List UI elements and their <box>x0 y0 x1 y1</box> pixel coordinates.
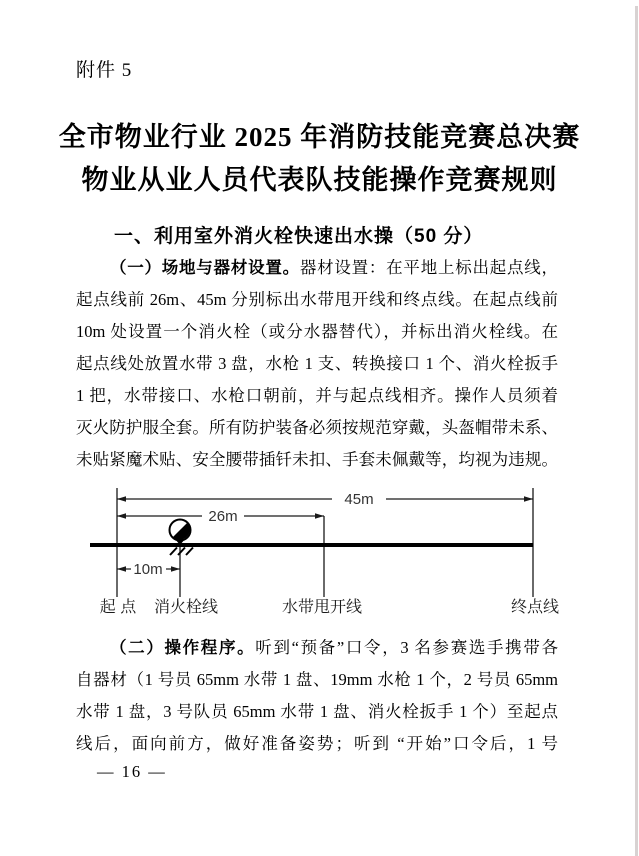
para2-line-2: 自器材（1 号员 65mm 水带 1 盘、19mm 水枪 1 个，2 号员 65mm <box>76 670 558 689</box>
section-heading: 一、利用室外消火栓快速出水操（50 分） <box>114 226 484 247</box>
dimension-45m <box>117 491 533 508</box>
para1-line-4: 起点线处放置水带 3 盘，水枪 1 支、转换接口 1 个、消火栓扳手 <box>76 354 558 373</box>
para1-lead-bold: （一）场地与器材设置。 <box>110 258 300 277</box>
label-start: 起 点 <box>99 599 137 616</box>
para1-line-1 <box>76 252 558 284</box>
document-title <box>0 116 639 202</box>
label-finish-line: 终点线 <box>510 599 560 616</box>
attachment-label: 附件 5 <box>76 60 133 81</box>
para2-line1-rest: 听到“预备”口令，3 名参赛选手携带各 <box>255 638 559 657</box>
para2-lead-bold: （二）操作程序。 <box>110 638 256 657</box>
dim-26m-text: 26m <box>208 508 238 525</box>
paragraph-venue-equipment <box>76 252 558 476</box>
dim-45m-text: 45m <box>344 491 374 508</box>
para1-line-5: 1 把，水带接口、水枪口朝前，并与起点线相齐。操作人员须着 <box>76 386 558 405</box>
paragraph-operation-procedure <box>76 632 558 760</box>
para2-line-1 <box>76 632 558 664</box>
para2-line-4: 线后，面向前方，做好准备姿势；听到 “开始”口令后，1 号 <box>76 734 558 753</box>
title-line-1: 全市物业行业 2025 年消防技能竞赛总决赛 <box>58 122 581 152</box>
hydrant-icon <box>170 520 194 556</box>
label-hydrant-line: 消火栓线 <box>153 599 219 616</box>
dimension-26m <box>117 508 324 525</box>
title-line-2: 物业从业人员代表队技能操作竞赛规则 <box>81 165 558 195</box>
para1-line-7: 未贴紧魔术贴、安全腰带插钎未扣、手套未佩戴等，均视为违规。 <box>76 450 558 469</box>
para1-line-2: 起点线前 26m、45m 分别标出水带甩开线和终点线。在起点线前 <box>76 290 558 309</box>
dimension-10m <box>117 561 180 578</box>
para1-line1-rest: 器材设置：在平地上标出起点线， <box>299 258 559 277</box>
para2-line-3: 水带 1 盘，3 号队员 65mm 水带 1 盘、消火栓扳手 1 个）至起点 <box>76 702 558 721</box>
page-right-edge <box>635 6 638 856</box>
course-layout-diagram <box>80 477 575 625</box>
page-number: — 16 — <box>97 762 167 781</box>
label-hose-open-line: 水带甩开线 <box>281 599 363 616</box>
para1-line-6: 灭火防护服全套。所有防护装备必须按规范穿戴，头盔帽带未系、 <box>76 418 558 437</box>
para1-line-3: 10m 处设置一个消火栓（或分水器替代），并标出消火栓线。在 <box>76 322 558 341</box>
dim-10m-text: 10m <box>133 561 163 578</box>
